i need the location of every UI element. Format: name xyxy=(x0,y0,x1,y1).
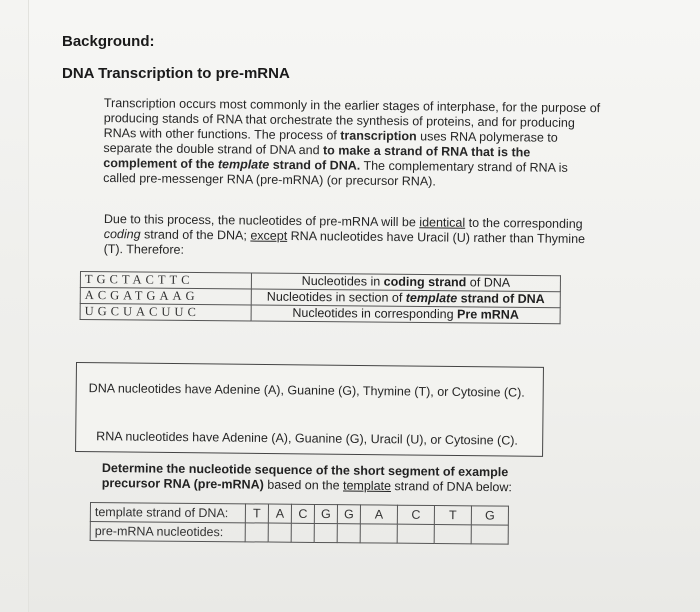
template-base: A xyxy=(268,504,291,523)
sequence-cell: ACGATGAAG xyxy=(80,288,251,305)
task-plain-2: strand of DNA below: xyxy=(390,479,512,495)
pre-mrna-answer-cell[interactable] xyxy=(471,525,508,544)
pre-mrna-answer-cell[interactable] xyxy=(245,523,268,542)
template-label: template strand of DNA: xyxy=(90,503,245,523)
template-base: A xyxy=(360,505,397,524)
answer-table xyxy=(90,502,509,545)
desc-pre: Nucleotides in section of xyxy=(266,289,406,305)
p1-bold-strand: strand of DNA. xyxy=(269,157,361,173)
task-bold-text: Determine the nucleotide sequence of the short segment of example precursor RNA (pre-mRNA) xyxy=(101,461,509,492)
p1-bold-transcription: transcription xyxy=(340,128,417,144)
desc-pre: Nucleotides in corresponding xyxy=(292,305,458,322)
template-base: G xyxy=(314,504,337,523)
task-instruction xyxy=(102,461,552,496)
p2-underline-identical: identical xyxy=(419,215,466,230)
desc-pre: Nucleotides in xyxy=(301,273,384,289)
pre-mrna-answer-cell[interactable] xyxy=(314,523,337,542)
identical-paragraph xyxy=(104,212,604,262)
description-cell xyxy=(251,289,560,308)
p1-bold-complement: to make a strand of RNA that is the complement of the xyxy=(103,143,531,172)
description-cell xyxy=(251,305,560,324)
transcription-paragraph xyxy=(103,96,604,191)
p1-text-2: uses RNA polymerase to separate the double strand of DNA and xyxy=(103,129,558,158)
desc-bold: coding strand xyxy=(383,274,467,290)
pre-mrna-row xyxy=(90,522,508,545)
sequence-cell: TGCTACTTC xyxy=(80,272,251,289)
desc-bold: Pre mRNA xyxy=(456,307,519,322)
sequence-cell: UGCUACUUC xyxy=(80,304,251,321)
sequence-table xyxy=(80,271,561,324)
p2-text-3: strand of the DNA; xyxy=(140,227,251,243)
section-heading: DNA Transcription to pre-mRNA xyxy=(62,65,290,82)
pre-mrna-answer-cell[interactable] xyxy=(337,524,360,543)
task-plain-1: based on the xyxy=(263,477,344,493)
p2-text-4: RNA nucleotides have Uracil (U) rather than Thymine (T). Therefore: xyxy=(103,228,586,257)
pre-mrna-label: pre-mRNA nucleotides: xyxy=(90,522,245,542)
p1-text-3: The complementary strand of RNA is called pre-messenger RNA (pre-mRNA) (or precursor RNA). xyxy=(103,158,568,189)
dna-nucleotides-text: DNA nucleotides have Adenine (A), Guanine (G), Thymine (T), or Cytosine (C). xyxy=(88,381,525,400)
template-base: T xyxy=(434,506,471,525)
rna-nucleotides-text: RNA nucleotides have Adenine (A), Guanine (G), Uracil (U), or Cytosine (C). xyxy=(96,429,518,448)
template-base: G xyxy=(337,505,360,524)
p1-text-1: Transcription occurs most commonly in the earlier stages of interphase, for the purpose of producing stands of RNA that orchestrate the synthesis of proteins, and for producing RNAs with other functions. The process of xyxy=(103,96,601,143)
pre-mrna-answer-cell[interactable] xyxy=(268,523,291,542)
task-underline-template: template xyxy=(342,478,392,494)
p1-bold-italic-template: template xyxy=(217,157,270,172)
pre-mrna-answer-cell[interactable] xyxy=(291,523,314,542)
desc-bold-italic: template xyxy=(405,290,458,306)
pre-mrna-answer-cell[interactable] xyxy=(397,524,434,543)
p2-text-1: Due to this process, the nucleotides of pre-mRNA will be xyxy=(103,212,420,230)
template-base: G xyxy=(471,506,508,525)
template-base: C xyxy=(291,504,314,523)
desc-post: of DNA xyxy=(466,275,511,290)
nucleotide-info-box xyxy=(75,362,544,457)
pre-mrna-answer-cell[interactable] xyxy=(360,524,397,543)
template-base: C xyxy=(397,505,434,524)
p2-underline-except: except xyxy=(250,228,288,243)
desc-bold: strand of DNA xyxy=(457,291,545,307)
p2-text-2: to the corresponding xyxy=(465,215,583,232)
background-heading: Background: xyxy=(62,33,155,50)
p2-italic-coding: coding xyxy=(103,226,141,242)
pre-mrna-answer-cell[interactable] xyxy=(434,525,471,544)
template-base: T xyxy=(245,504,268,523)
